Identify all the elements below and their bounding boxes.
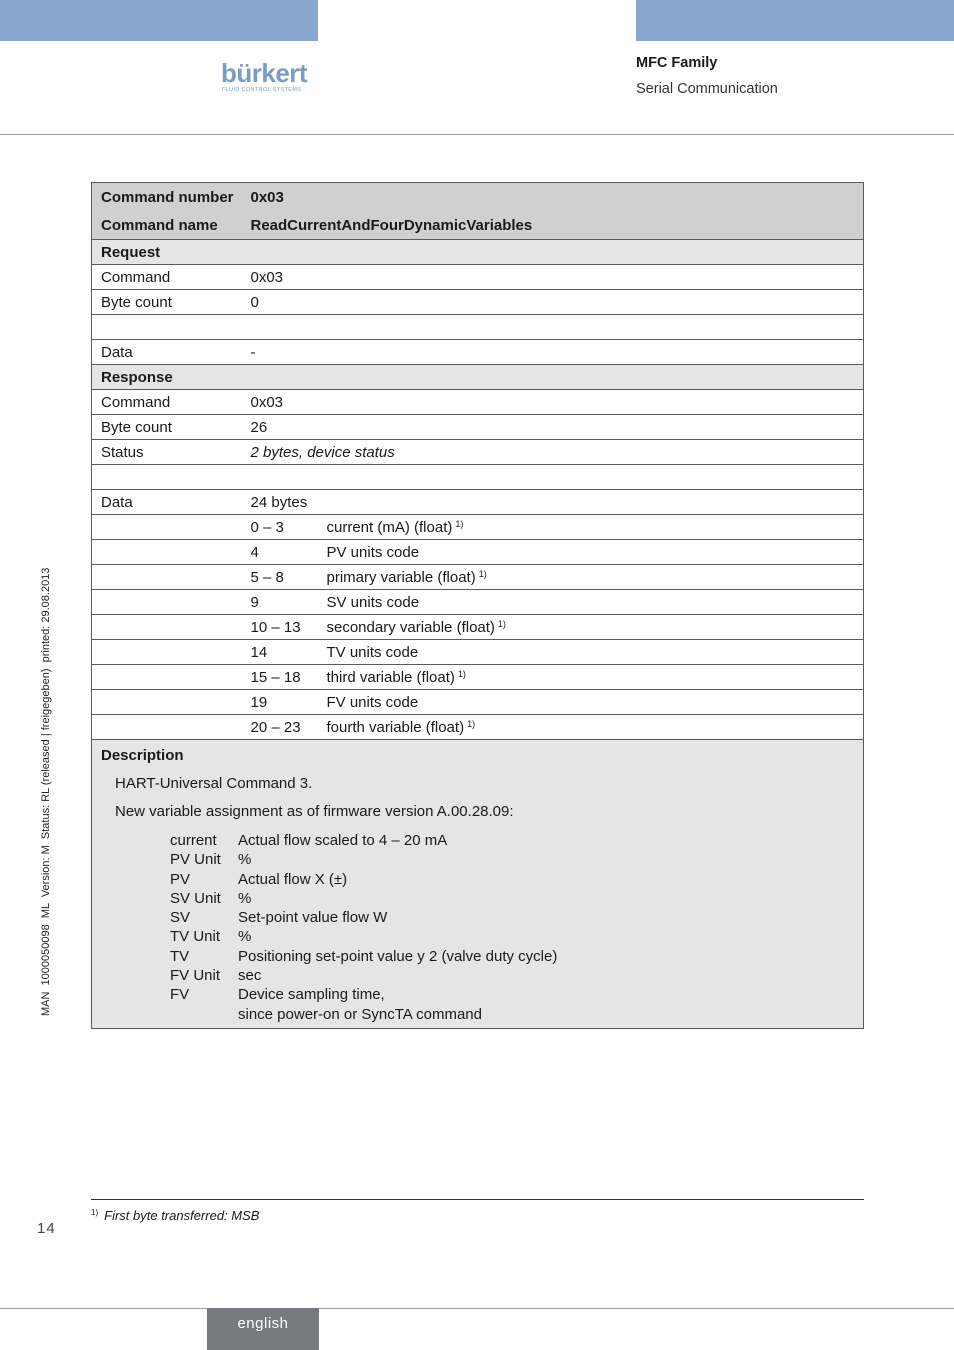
document-meta-vertical: MAN 1000050098 ML Version: M Status: RL (released | freigegeben) printed: 29.08.2013 xyxy=(40,567,52,1016)
response-byte-count-value: 26 xyxy=(242,415,864,440)
byte-row xyxy=(92,665,864,690)
variable-key: FV Unit xyxy=(170,967,221,985)
list-item xyxy=(170,947,557,966)
byte-row xyxy=(92,590,864,615)
header-band-right xyxy=(636,0,954,41)
byte-description: current (mA) (float) xyxy=(326,518,453,536)
variable-value: since power-on or SyncTA command xyxy=(238,1005,482,1023)
variable-value: % xyxy=(238,889,252,907)
variable-value: % xyxy=(238,928,252,946)
variable-key: current xyxy=(170,832,217,849)
command-number-row xyxy=(92,183,864,212)
byte-description: PV units code xyxy=(326,543,420,561)
byte-row xyxy=(92,640,864,665)
table-row xyxy=(92,440,864,465)
list-item xyxy=(170,850,557,869)
request-data-value: - xyxy=(242,340,864,365)
description-line: New variable assignment as of firmware version A.00.28.09: xyxy=(115,803,514,820)
byte-row xyxy=(92,515,864,540)
logo-wordmark: bürkert xyxy=(221,58,308,88)
response-command-value: 0x03 xyxy=(242,390,864,415)
variable-key: TV xyxy=(170,947,190,965)
logo-tagline: FLUID CONTROL SYSTEMS xyxy=(222,87,302,93)
header-rule xyxy=(0,134,954,135)
footer-rule xyxy=(0,1308,954,1309)
variable-value: Positioning set-point value y 2 (valve duty cycle) xyxy=(238,947,558,965)
request-byte-count-value: 0 xyxy=(242,290,864,315)
variable-key: PV xyxy=(170,870,191,888)
list-item xyxy=(170,1005,557,1024)
table-row xyxy=(92,290,864,315)
byte-range: 10 – 13 xyxy=(242,615,318,640)
request-command-label: Command xyxy=(92,265,242,290)
list-item xyxy=(170,927,557,946)
variable-value: % xyxy=(238,851,252,869)
list-item xyxy=(170,966,557,985)
command-name-row xyxy=(92,211,864,240)
response-section-row xyxy=(92,365,864,390)
response-title: Response xyxy=(92,365,864,390)
byte-description: TV units code xyxy=(326,643,419,661)
command-number-label: Command number xyxy=(92,183,242,212)
variable-value: sec xyxy=(238,967,262,985)
command-name-value: ReadCurrentAndFourDynamicVariables xyxy=(242,211,864,240)
byte-range: 20 – 23 xyxy=(242,715,318,740)
command-name-label: Command name xyxy=(92,211,242,240)
byte-range: 15 – 18 xyxy=(242,665,318,690)
document-section: Serial Communication xyxy=(636,81,778,97)
product-family: MFC Family xyxy=(636,55,718,71)
empty-row xyxy=(92,315,864,340)
variable-value: Actual flow scaled to 4 – 20 mA xyxy=(238,832,448,849)
byte-row xyxy=(92,565,864,590)
byte-range: 9 xyxy=(242,590,318,615)
table-row xyxy=(92,415,864,440)
list-item xyxy=(170,831,557,850)
language-tab: english xyxy=(207,1308,319,1350)
variable-value: Device sampling time, xyxy=(238,986,385,1004)
footnote-ref: 1) xyxy=(455,518,464,529)
page-number: 14 xyxy=(37,1220,56,1237)
footnote-ref: 1) xyxy=(497,618,506,629)
table-row xyxy=(92,340,864,365)
response-data-value: 24 bytes xyxy=(242,490,864,515)
request-command-value: 0x03 xyxy=(242,265,864,290)
description-title: Description xyxy=(101,747,184,764)
request-byte-count-label: Byte count xyxy=(92,290,242,315)
variable-key: PV Unit xyxy=(170,851,221,869)
footnote-mark: 1) xyxy=(91,1208,99,1217)
footnote-ref: 1) xyxy=(457,668,466,679)
list-item xyxy=(170,985,557,1004)
footnote-ref: 1) xyxy=(478,568,487,579)
table-row xyxy=(92,390,864,415)
byte-range: 14 xyxy=(242,640,318,665)
header-band-left xyxy=(0,0,318,41)
byte-range: 5 – 8 xyxy=(242,565,318,590)
variable-key: SV xyxy=(170,909,191,927)
empty-row xyxy=(92,465,864,490)
footnote-text: First byte transferred: MSB xyxy=(104,1208,260,1223)
table-row xyxy=(92,490,864,515)
variable-key: FV xyxy=(170,986,190,1004)
byte-row xyxy=(92,615,864,640)
byte-row xyxy=(92,540,864,565)
byte-description: primary variable (float) xyxy=(326,568,476,586)
byte-description: third variable (float) xyxy=(326,668,455,686)
response-status-label: Status xyxy=(92,440,242,465)
description-row xyxy=(92,740,864,1029)
response-status-value: 2 bytes, device status xyxy=(242,440,864,465)
response-command-label: Command xyxy=(92,390,242,415)
description-line: HART-Universal Command 3. xyxy=(115,775,313,792)
footnote xyxy=(91,1208,259,1223)
footnote-rule xyxy=(91,1199,864,1200)
request-data-label: Data xyxy=(92,340,242,365)
variable-key: SV Unit xyxy=(170,889,221,907)
request-section-row xyxy=(92,240,864,265)
byte-range: 4 xyxy=(242,540,318,565)
byte-row xyxy=(92,690,864,715)
byte-row xyxy=(92,715,864,740)
request-title: Request xyxy=(92,240,864,265)
table-row xyxy=(92,265,864,290)
command-number-value: 0x03 xyxy=(242,183,864,212)
variable-key: TV Unit xyxy=(170,928,221,946)
list-item xyxy=(170,870,557,889)
byte-description: fourth variable (float) xyxy=(326,718,465,736)
byte-range: 0 – 3 xyxy=(242,515,318,540)
command-table xyxy=(91,182,864,1029)
list-item xyxy=(170,908,557,927)
byte-description: SV units code xyxy=(326,593,420,611)
variable-value: Actual flow X (±) xyxy=(238,870,348,888)
variable-value: Set-point value flow W xyxy=(238,909,388,927)
response-byte-count-label: Byte count xyxy=(92,415,242,440)
byte-description: FV units code xyxy=(326,693,419,711)
response-data-label: Data xyxy=(92,490,242,515)
list-item xyxy=(170,889,557,908)
variable-assignment-list xyxy=(170,831,557,1024)
byte-range: 19 xyxy=(242,690,318,715)
burkert-logo xyxy=(221,58,319,96)
byte-description: secondary variable (float) xyxy=(326,618,495,636)
variable-key xyxy=(170,1005,238,1024)
footnote-ref: 1) xyxy=(467,718,476,729)
